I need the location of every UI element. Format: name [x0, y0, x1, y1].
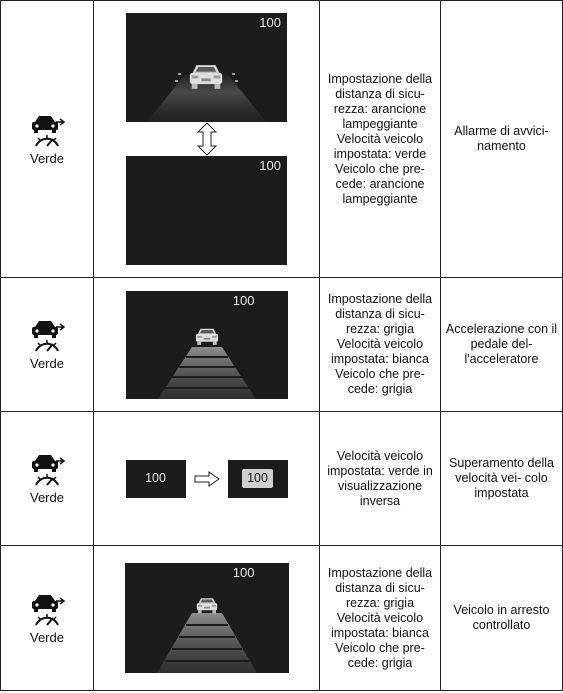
status-label: Verde: [30, 629, 64, 645]
status-label: Verde: [30, 490, 64, 505]
set-speed: 100: [232, 565, 255, 580]
status-cell: [1, 412, 94, 546]
meaning-cell: Superamento della velocità vei- colo impostata: [441, 412, 563, 546]
road-graphic: [126, 291, 288, 399]
table-row: [1, 412, 563, 546]
speed-change: [94, 460, 319, 498]
status-cell: [1, 278, 94, 412]
set-speed: 100: [259, 15, 281, 30]
status-cell: [1, 1, 94, 278]
display-cell: [94, 412, 320, 546]
display-screen: [126, 156, 287, 265]
display-cell: [94, 278, 320, 412]
double-arrow-icon: [94, 122, 319, 156]
table-row: [1, 1, 563, 278]
inverted-speed: 100: [242, 469, 273, 488]
description-cell: Impostazione della distanza di sicu- rezza: grigia Velocità veicolo impostata: bianca Veicolo che pre- cede: grigia: [320, 278, 441, 412]
set-speed: 100: [259, 158, 281, 173]
display-screen: [126, 13, 287, 122]
display-cell: [94, 1, 320, 278]
meaning-cell: Allarme di avvici- namento: [441, 1, 563, 278]
description-cell: Velocità veicolo impostata: verde in visualizzazione inversa: [320, 412, 441, 546]
status-label: Verde: [30, 356, 64, 371]
adaptive-cruise-control-icon: [29, 452, 65, 486]
road-graphic: [126, 13, 287, 122]
set-speed: 100: [232, 292, 255, 308]
table-row: [1, 546, 563, 691]
description-cell: Impostazione della distanza di sicu- rezza: grigia Velocità veicolo impostata: bianca Veicolo che pre- cede: grigia: [320, 546, 441, 691]
adaptive-cruise-control-icon: [29, 318, 65, 352]
meaning-cell: Veicolo in arresto controllato: [441, 546, 563, 691]
speed-box: 100: [126, 460, 186, 498]
status-label: Verde: [30, 150, 64, 166]
table-row: [1, 278, 563, 412]
speed-box-inverted: [228, 460, 288, 498]
description-cell: Impostazione della distanza di sicu- rezza: arancione lampeggiante Velocità veicolo impostata: verde Veicolo che pre- cede: arancione lampeggiante: [320, 1, 441, 278]
right-arrow-icon: [194, 471, 220, 487]
status-cell: [1, 546, 94, 691]
adaptive-cruise-control-icon: [29, 592, 65, 626]
road-graphic: [125, 563, 289, 673]
meaning-cell: Accelerazione con il pedale del- l'acceleratore: [441, 278, 563, 412]
adaptive-cruise-control-icon: [29, 113, 65, 147]
display-screen: [125, 563, 289, 673]
display-cell: [94, 546, 320, 691]
display-screen: [126, 291, 288, 399]
